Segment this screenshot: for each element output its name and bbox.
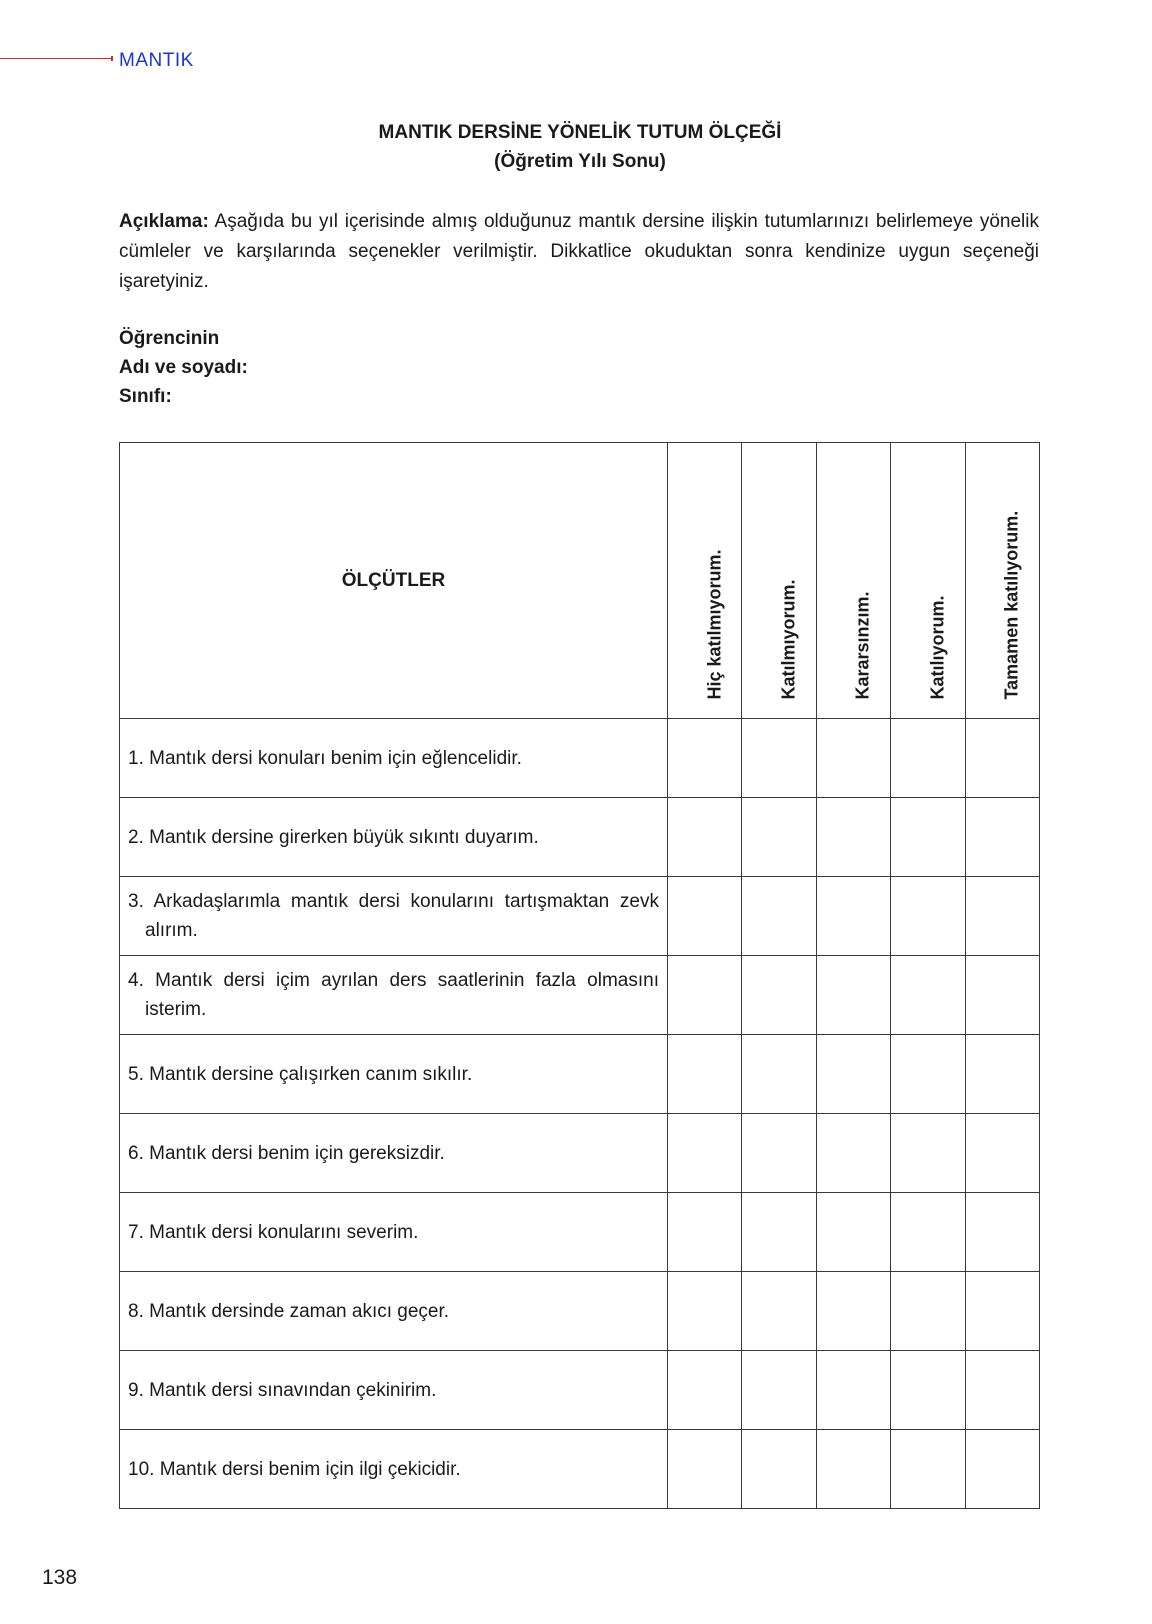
description-text: Aşağıda bu yıl içerisinde almış olduğunuz mantık dersine ilişkin tutumlarınızı belirlemeye yönelik cümleler ve karşılarında seçenekler verilmiştir. Dikkatlice okuduktan sonra kendinize uygun seçeneği işaretyiniz. — [119, 211, 1039, 292]
answer-cell[interactable] — [891, 1351, 965, 1430]
answer-cell[interactable] — [668, 1193, 742, 1272]
answer-cell[interactable] — [668, 798, 742, 877]
table-row — [120, 1114, 1040, 1193]
answer-cell[interactable] — [742, 956, 816, 1035]
answer-cell[interactable] — [668, 1351, 742, 1430]
answer-cell[interactable] — [742, 1351, 816, 1430]
table-row — [120, 798, 1040, 877]
table-header-row — [120, 443, 1040, 719]
criterion-cell — [120, 1114, 668, 1193]
answer-cell[interactable] — [742, 798, 816, 877]
answer-cell[interactable] — [668, 719, 742, 798]
table-row — [120, 1035, 1040, 1114]
criterion-text: 9. Mantık dersi sınavından çekinirim. — [128, 1379, 437, 1401]
answer-cell[interactable] — [965, 1430, 1039, 1509]
criterion-cell — [120, 798, 668, 877]
answer-cell[interactable] — [965, 798, 1039, 877]
answer-cell[interactable] — [742, 1193, 816, 1272]
description-lead: Açıklama: — [119, 211, 209, 232]
answer-cell[interactable] — [891, 798, 965, 877]
answer-cell[interactable] — [742, 1272, 816, 1351]
criterion-cell — [120, 719, 668, 798]
answer-cell[interactable] — [891, 1272, 965, 1351]
option-header-strongly-agree — [965, 443, 1039, 719]
answer-cell[interactable] — [891, 1430, 965, 1509]
class-field-label: Sınıfı: — [119, 386, 172, 407]
criterion-text: 1. Mantık dersi konuları benim için eğlencelidir. — [128, 747, 522, 769]
option-label: Kararsınzım. — [852, 591, 873, 700]
criterion-cell — [120, 877, 668, 956]
criterion-text: 8. Mantık dersinde zaman akıcı geçer. — [128, 1300, 450, 1322]
answer-cell[interactable] — [816, 798, 890, 877]
document-title: MANTIK DERSİNE YÖNELİK TUTUM ÖLÇEĞİ — [378, 122, 782, 143]
answer-cell[interactable] — [816, 1351, 890, 1430]
page-number: 138 — [42, 1566, 78, 1589]
criterion-text: 2. Mantık dersine girerken büyük sıkıntı duyarım. — [128, 826, 539, 848]
answer-cell[interactable] — [891, 1193, 965, 1272]
header-rule — [0, 58, 112, 59]
criterion-cell — [120, 1193, 668, 1272]
answer-cell[interactable] — [742, 1114, 816, 1193]
answer-cell[interactable] — [742, 1035, 816, 1114]
answer-cell[interactable] — [816, 1272, 890, 1351]
criterion-text: 3. Arkadaşlarımla mantık dersi konularını tartışmaktan zevk alırım. — [128, 891, 659, 941]
section-label: MANTIK — [119, 50, 194, 71]
answer-cell[interactable] — [965, 1351, 1039, 1430]
answer-cell[interactable] — [891, 719, 965, 798]
option-label: Katılmıyorum. — [778, 579, 799, 700]
document-subtitle: (Öğretim Yılı Sonu) — [494, 151, 666, 172]
answer-cell[interactable] — [742, 877, 816, 956]
criterion-cell — [120, 1035, 668, 1114]
answer-cell[interactable] — [668, 956, 742, 1035]
table-row — [120, 1430, 1040, 1509]
criterion-cell — [120, 1272, 668, 1351]
table-row — [120, 1351, 1040, 1430]
criterion-text: 6. Mantık dersi benim için gereksizdir. — [128, 1142, 445, 1164]
answer-cell[interactable] — [816, 1114, 890, 1193]
option-label: Hiç katılmıyorum. — [704, 549, 725, 700]
answer-cell[interactable] — [965, 719, 1039, 798]
answer-cell[interactable] — [668, 1114, 742, 1193]
attitude-scale-table — [119, 442, 1040, 1509]
answer-cell[interactable] — [816, 1430, 890, 1509]
table-row — [120, 877, 1040, 956]
answer-cell[interactable] — [816, 1035, 890, 1114]
table-row — [120, 1193, 1040, 1272]
criterion-text: 5. Mantık dersine çalışırken canım sıkılır. — [128, 1063, 473, 1085]
answer-cell[interactable] — [891, 1114, 965, 1193]
answer-cell[interactable] — [891, 877, 965, 956]
answer-cell[interactable] — [965, 1272, 1039, 1351]
answer-cell[interactable] — [668, 1430, 742, 1509]
answer-cell[interactable] — [668, 1272, 742, 1351]
criterion-cell — [120, 1430, 668, 1509]
answer-cell[interactable] — [742, 719, 816, 798]
answer-cell[interactable] — [742, 1430, 816, 1509]
answer-cell[interactable] — [816, 956, 890, 1035]
criterion-text: 7. Mantık dersi konularını severim. — [128, 1221, 419, 1243]
answer-cell[interactable] — [816, 719, 890, 798]
criterion-text: 10. Mantık dersi benim için ilgi çekicidir. — [128, 1458, 461, 1480]
answer-cell[interactable] — [891, 1035, 965, 1114]
option-header-agree — [891, 443, 965, 719]
student-field-label: Öğrencinin — [119, 328, 220, 349]
answer-cell[interactable] — [816, 1193, 890, 1272]
answer-cell[interactable] — [965, 1114, 1039, 1193]
option-label: Tamamen katılıyorum. — [1001, 510, 1022, 700]
answer-cell[interactable] — [668, 1035, 742, 1114]
answer-cell[interactable] — [965, 956, 1039, 1035]
answer-cell[interactable] — [965, 877, 1039, 956]
criterion-cell — [120, 1351, 668, 1430]
table-row — [120, 956, 1040, 1035]
option-label: Katılıyorum. — [927, 595, 948, 700]
table-row — [120, 719, 1040, 798]
answer-cell[interactable] — [891, 956, 965, 1035]
student-fields — [119, 324, 248, 411]
description-paragraph — [119, 207, 1039, 297]
criteria-header: ÖLÇÜTLER — [120, 443, 668, 719]
answer-cell[interactable] — [965, 1193, 1039, 1272]
criterion-cell — [120, 956, 668, 1035]
option-header-strongly-disagree — [668, 443, 742, 719]
answer-cell[interactable] — [965, 1035, 1039, 1114]
answer-cell[interactable] — [668, 877, 742, 956]
name-field-label: Adı ve soyadı: — [119, 357, 248, 378]
table-row — [120, 1272, 1040, 1351]
criterion-text: 4. Mantık dersi içim ayrılan ders saatlerinin fazla olmasını isterim. — [128, 970, 659, 1020]
option-header-undecided — [816, 443, 890, 719]
answer-cell[interactable] — [816, 877, 890, 956]
option-header-disagree — [742, 443, 816, 719]
